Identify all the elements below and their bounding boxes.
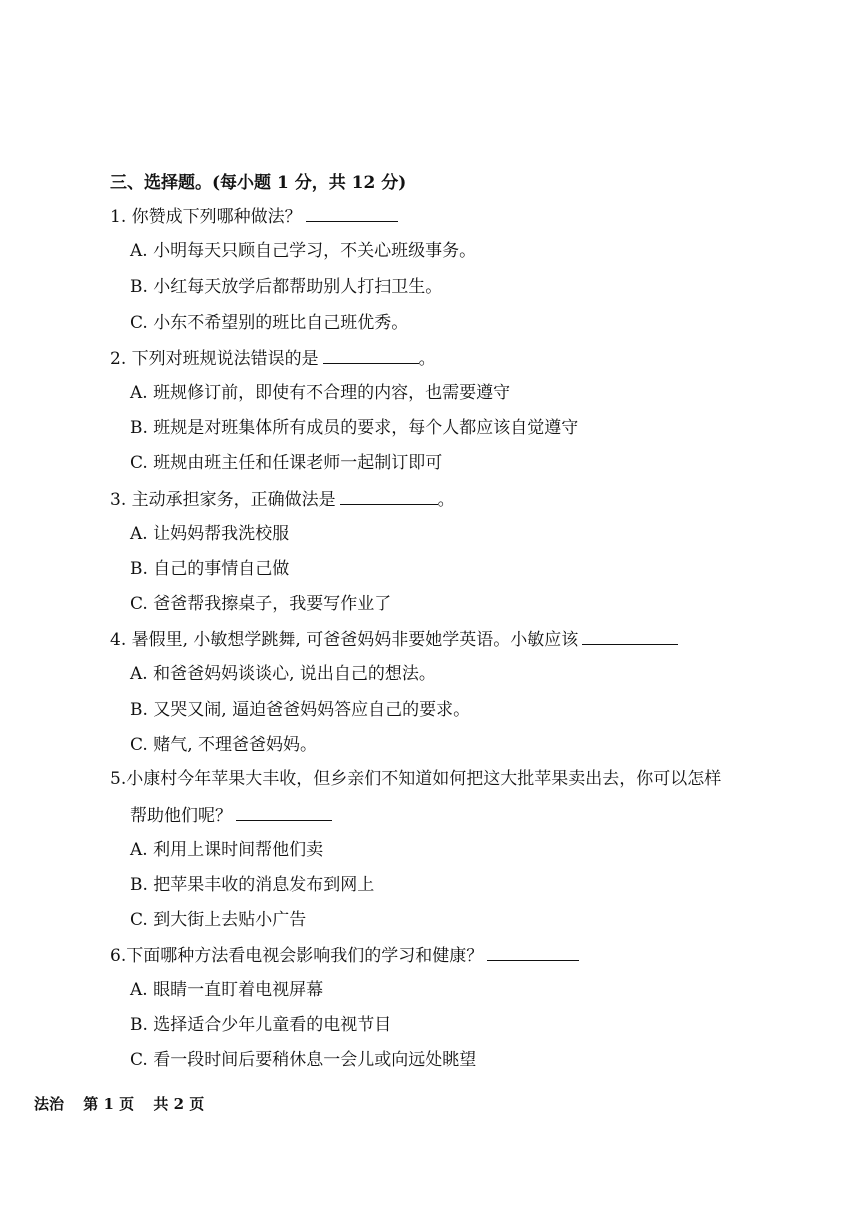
footer-page-number: 第 1 页 xyxy=(83,1095,135,1113)
question-6-option-a: A. 眼睛一直盯着电视屏幕 xyxy=(130,980,324,1000)
answer-blank xyxy=(306,205,398,222)
question-6-option-b: B. 选择适合少年儿童看的电视节目 xyxy=(130,1015,392,1035)
question-3-option-b: B. 自己的事情自己做 xyxy=(130,559,290,579)
question-stem-text: 4. 暑假里, 小敏想学跳舞, 可爸爸妈妈非要她学英语。小敏应该 xyxy=(110,630,579,650)
question-stem-text: 3. 主动承担家务，正确做法是 xyxy=(110,490,336,510)
question-stem-text: 帮助他们呢？ xyxy=(130,806,232,826)
question-2-stem xyxy=(110,347,436,370)
answer-blank xyxy=(323,347,419,364)
question-4-stem xyxy=(110,628,678,651)
answer-blank xyxy=(236,804,332,821)
answer-blank xyxy=(582,628,678,645)
question-2-option-c: C. 班规由班主任和任课老师一起制订即可 xyxy=(130,453,443,473)
question-4-option-a: A. 和爸爸妈妈谈谈心, 说出自己的想法。 xyxy=(130,664,436,684)
question-1-option-c: C. 小东不希望别的班比自己班优秀。 xyxy=(130,313,409,333)
question-stem-text: 2. 下列对班规说法错误的是 xyxy=(110,349,319,369)
question-stem-text: 1. 你赞成下列哪种做法？ xyxy=(110,207,302,227)
answer-blank xyxy=(340,488,438,505)
question-5-stem-continuation xyxy=(130,804,332,827)
question-4-option-c: C. 赌气, 不理爸爸妈妈。 xyxy=(130,735,318,755)
answer-blank xyxy=(487,944,579,961)
question-2-option-b: B. 班规是对班集体所有成员的要求，每个人都应该自觉遵守 xyxy=(130,418,579,438)
footer-total-pages: 共 2 页 xyxy=(153,1095,205,1113)
question-3-stem xyxy=(110,488,455,511)
question-3-option-a: A. 让妈妈帮我洗校服 xyxy=(130,524,290,544)
question-5-option-b: B. 把苹果丰收的消息发布到网上 xyxy=(130,875,375,895)
question-stem-text: 6.下面哪种方法看电视会影响我们的学习和健康？ xyxy=(110,946,484,966)
question-1-stem xyxy=(110,205,398,228)
question-5-option-c: C. 到大街上去贴小广告 xyxy=(130,910,307,930)
page-footer xyxy=(34,1093,218,1114)
question-1-option-a: A. 小明每天只顾自己学习，不关心班级事务。 xyxy=(130,241,477,261)
section-title: 三、选择题。(每小题 1 分，共 12 分) xyxy=(110,173,407,193)
question-5-option-a: A. 利用上课时间帮他们卖 xyxy=(130,840,324,860)
question-6-option-c: C. 看一段时间后要稍休息一会儿或向远处眺望 xyxy=(130,1050,477,1070)
question-6-stem xyxy=(110,944,579,967)
question-5-stem: 5.小康村今年苹果大丰收，但乡亲们不知道如何把这大批苹果卖出去，你可以怎样 xyxy=(110,769,722,789)
question-4-option-b: B. 又哭又闹, 逼迫爸爸妈妈答应自己的要求。 xyxy=(130,700,471,720)
question-suffix: 。 xyxy=(418,349,436,369)
question-3-option-c: C. 爸爸帮我擦桌子，我要写作业了 xyxy=(130,594,392,614)
question-2-option-a: A. 班规修订前，即使有不合理的内容，也需要遵守 xyxy=(130,383,511,403)
question-suffix: 。 xyxy=(437,490,455,510)
question-1-option-b: B. 小红每天放学后都帮助别人打扫卫生。 xyxy=(130,277,443,297)
footer-subject: 法治 xyxy=(34,1095,65,1113)
